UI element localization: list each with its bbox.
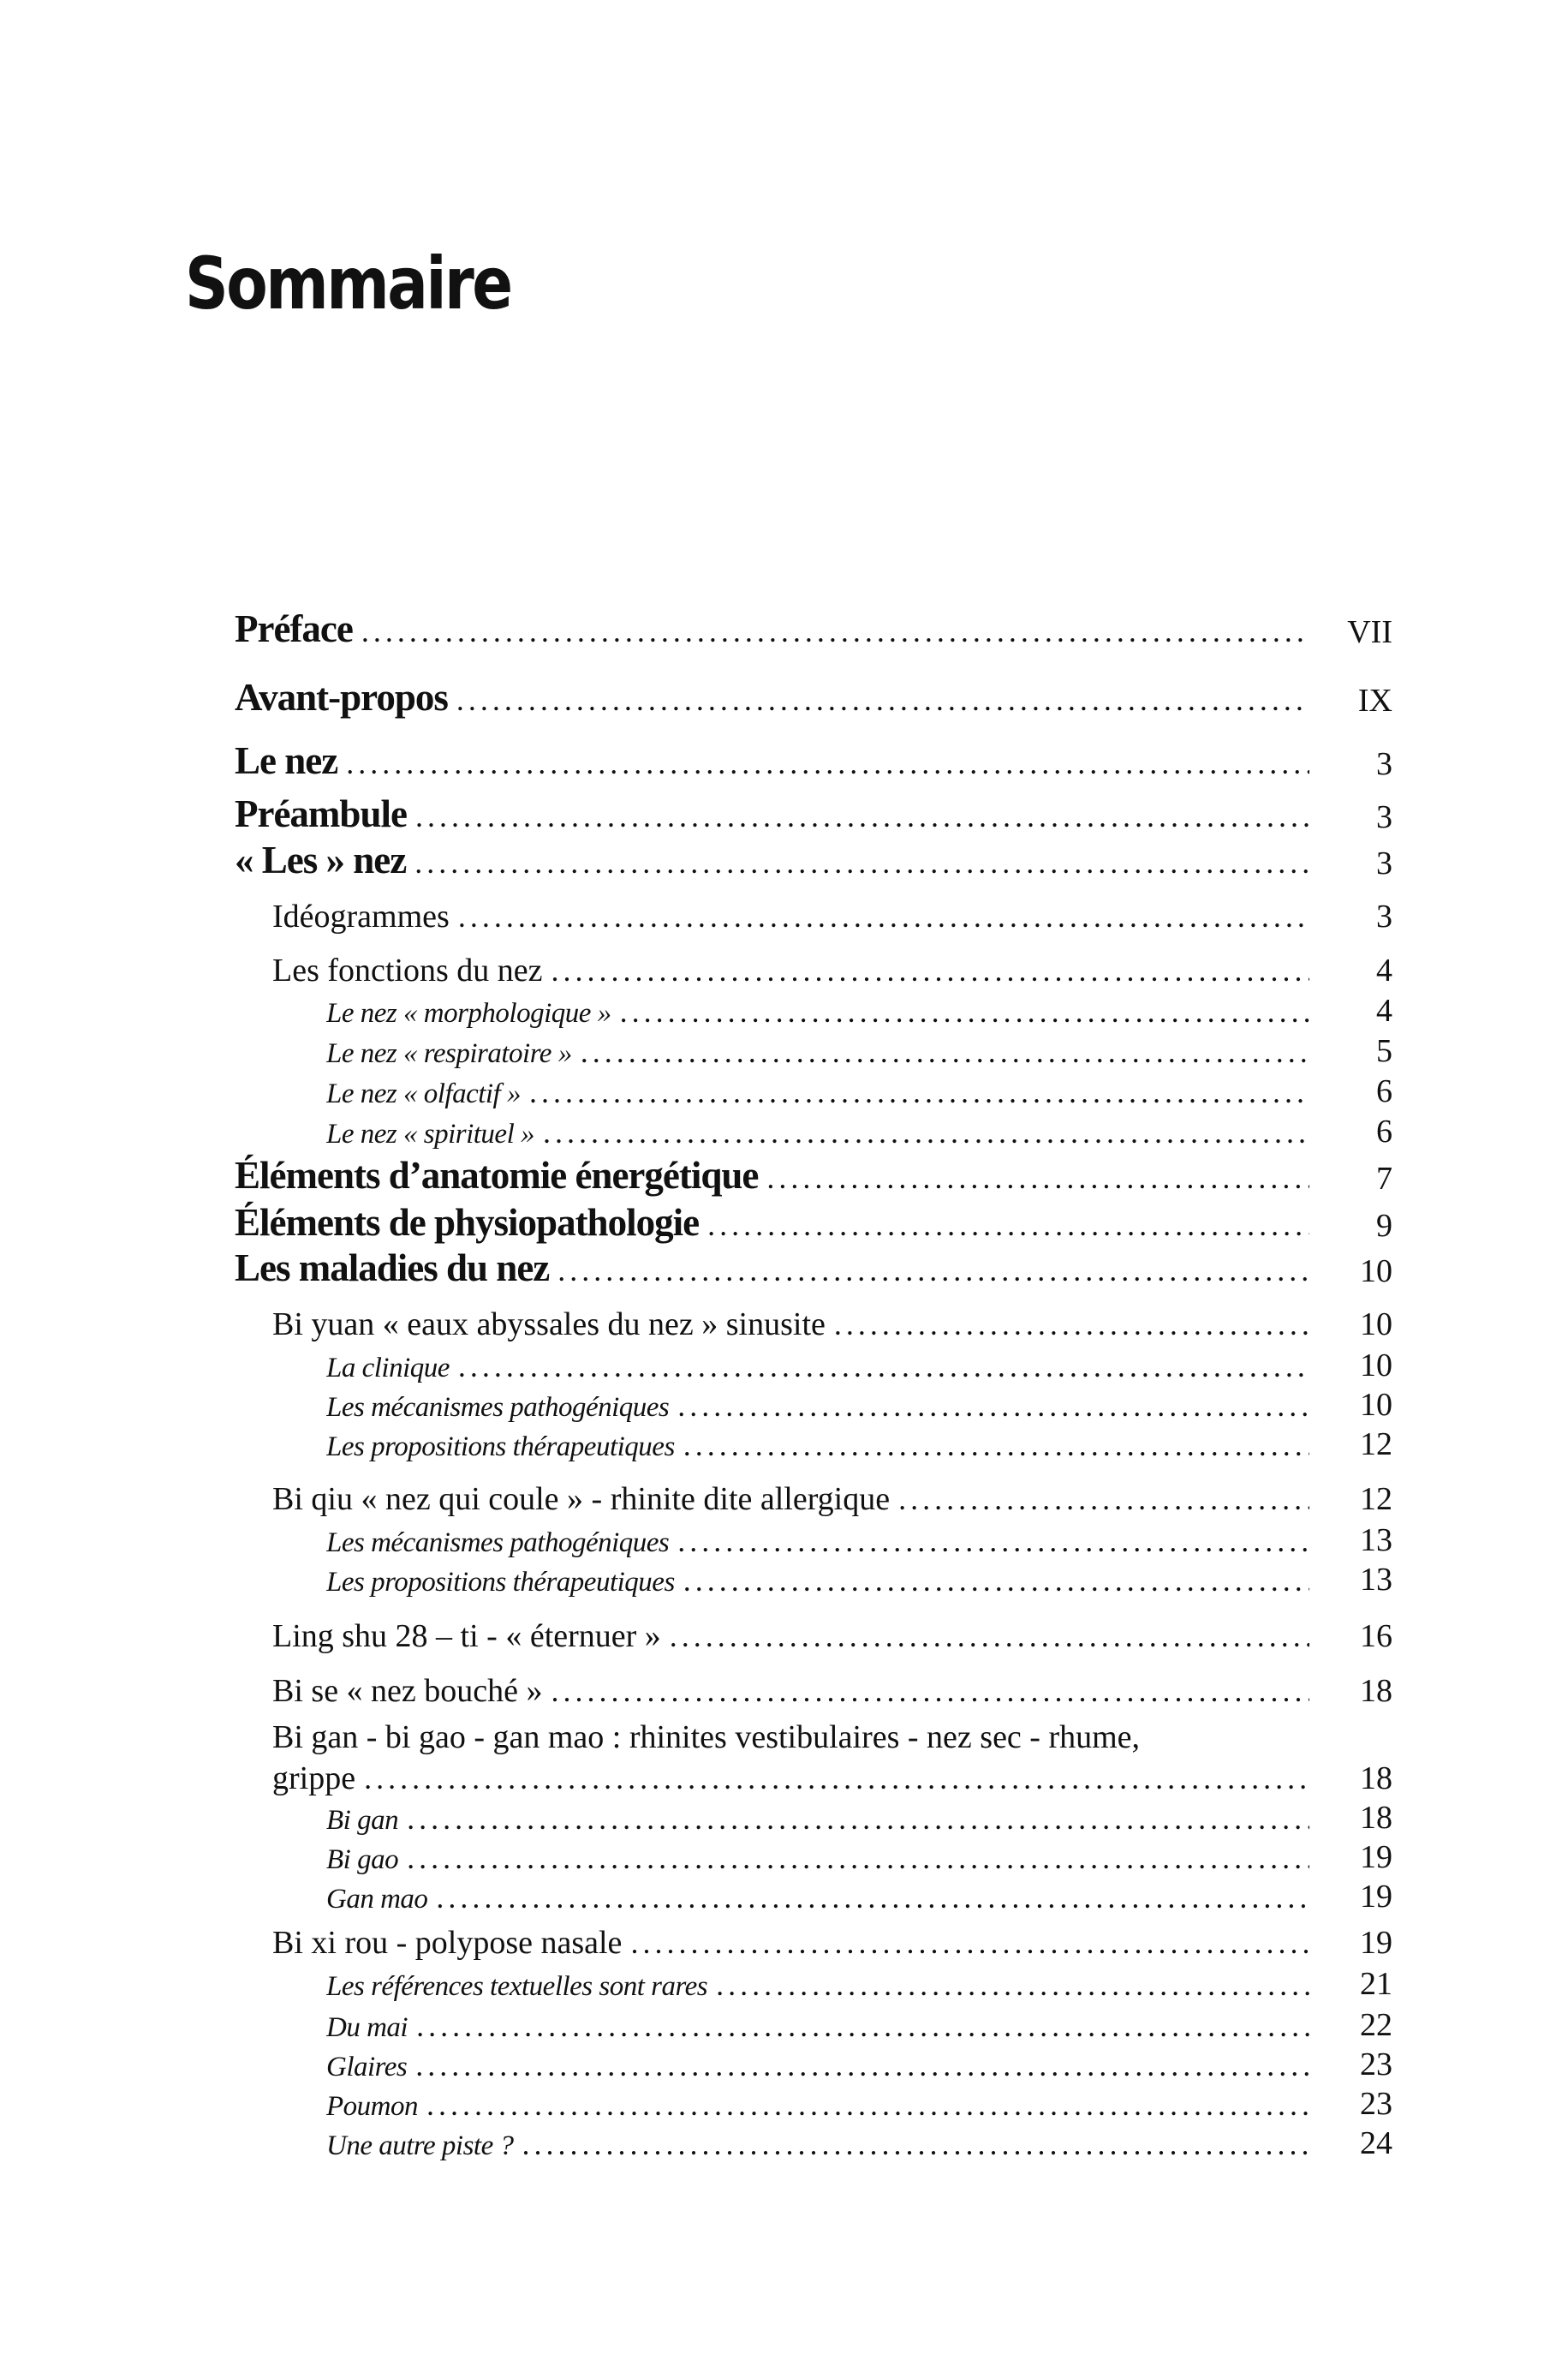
dot-leader bbox=[670, 1621, 1309, 1652]
dot-leader bbox=[426, 2089, 1309, 2120]
toc-entry-page: 3 bbox=[1376, 899, 1392, 935]
toc-entry-label: Avant-propos bbox=[235, 676, 448, 719]
toc-entry-label: Les mécanismes pathogéniques bbox=[326, 1527, 670, 1558]
dot-leader bbox=[557, 1255, 1309, 1286]
toc-entry-page: 16 bbox=[1360, 1618, 1392, 1654]
toc-entry-page: 21 bbox=[1360, 1966, 1392, 2002]
toc-entry-page: 3 bbox=[1376, 799, 1392, 835]
dot-leader bbox=[898, 1484, 1309, 1515]
dot-leader bbox=[683, 1430, 1309, 1461]
toc-entry-label: Le nez bbox=[235, 739, 338, 782]
toc-entry-page: 19 bbox=[1360, 1925, 1392, 1961]
dot-leader bbox=[543, 1117, 1309, 1148]
dot-leader bbox=[677, 1526, 1309, 1556]
toc-entry-page: 10 bbox=[1360, 1253, 1392, 1289]
toc-entry-page: 12 bbox=[1360, 1426, 1392, 1462]
toc-entry-page: IX bbox=[1357, 683, 1392, 719]
dot-leader bbox=[346, 748, 1309, 779]
dot-leader bbox=[414, 847, 1309, 878]
toc-entry-page: 18 bbox=[1360, 1760, 1392, 1796]
dot-leader bbox=[415, 2050, 1309, 2081]
dot-leader bbox=[707, 1210, 1309, 1240]
dot-leader bbox=[436, 1882, 1309, 1913]
dot-leader bbox=[415, 801, 1309, 832]
toc-entry-page: 10 bbox=[1360, 1387, 1392, 1423]
toc-entry-page: 7 bbox=[1376, 1161, 1392, 1197]
toc-entry-page: 6 bbox=[1376, 1114, 1392, 1150]
dot-leader bbox=[364, 1763, 1309, 1794]
toc-entry-label: Bi qiu « nez qui coule » - rhinite dite allergique bbox=[272, 1481, 891, 1517]
toc-entry-label: Éléments d’anatomie énergétique bbox=[235, 1154, 759, 1197]
toc-entry-label: Gan mao bbox=[326, 1884, 428, 1915]
toc-entry-label: Le nez « olfactif » bbox=[326, 1078, 521, 1109]
dot-leader bbox=[620, 996, 1309, 1027]
toc-entry-page: 13 bbox=[1360, 1522, 1392, 1558]
toc-entry-page: 6 bbox=[1376, 1073, 1392, 1109]
toc-entry-label: Préface bbox=[235, 607, 353, 650]
toc-entry-label: Le nez « morphologique » bbox=[326, 998, 611, 1029]
toc-entry-page: 24 bbox=[1360, 2125, 1392, 2161]
toc-entry-label: Les mécanismes pathogéniques bbox=[326, 1392, 670, 1423]
dot-leader bbox=[551, 955, 1309, 986]
toc-entry-label: grippe bbox=[272, 1760, 356, 1796]
dot-leader bbox=[522, 2129, 1310, 2160]
toc-entry-page: 13 bbox=[1360, 1562, 1392, 1598]
dot-leader bbox=[581, 1037, 1309, 1067]
toc-entry-label: Les fonctions du nez bbox=[272, 953, 543, 989]
toc-entry-label: Les références textuelles sont rares bbox=[326, 1971, 708, 2002]
toc-entry-label: Bi gao bbox=[326, 1844, 399, 1875]
toc-entry-label: Les maladies du nez bbox=[235, 1246, 550, 1289]
page-title: Sommaire bbox=[185, 242, 511, 326]
toc-entry-label: Une autre piste ? bbox=[326, 2130, 514, 2161]
dot-leader bbox=[834, 1309, 1309, 1340]
toc-entry-label: Les propositions thérapeutiques bbox=[326, 1567, 675, 1598]
toc-entry-label: Du mai bbox=[326, 2012, 408, 2043]
toc-entry-page: 19 bbox=[1360, 1839, 1392, 1875]
toc-entry-label: La clinique bbox=[326, 1353, 450, 1383]
dot-leader bbox=[529, 1077, 1309, 1108]
toc-entry-label: Les propositions thérapeutiques bbox=[326, 1431, 675, 1462]
dot-leader bbox=[458, 901, 1309, 932]
dot-leader bbox=[551, 1676, 1309, 1706]
dot-leader bbox=[677, 1390, 1309, 1421]
toc-entry-page: 22 bbox=[1360, 2007, 1392, 2043]
toc-entry-page: 23 bbox=[1360, 2086, 1392, 2122]
toc-entry-page: 18 bbox=[1360, 1800, 1392, 1836]
toc-entry-page: 3 bbox=[1376, 746, 1392, 782]
toc-entry-label: « Les » nez bbox=[235, 839, 407, 881]
toc-entry-page: 4 bbox=[1376, 953, 1392, 989]
dot-leader bbox=[456, 684, 1309, 715]
toc-entry-page: VII bbox=[1347, 614, 1392, 650]
toc-entry-label-line1: Bi gan - bi gao - gan mao : rhinites vestibulaires - nez sec - rhume, bbox=[272, 1719, 1141, 1755]
toc-entry-label: Bi se « nez bouché » bbox=[272, 1673, 543, 1709]
dot-leader bbox=[630, 1927, 1309, 1958]
toc-entry-page: 18 bbox=[1360, 1673, 1392, 1709]
dot-leader bbox=[361, 616, 1309, 647]
toc-entry-label: Poumon bbox=[326, 2091, 418, 2122]
toc-entry-page: 3 bbox=[1376, 845, 1392, 881]
toc-entry-label: Éléments de physiopathologie bbox=[235, 1201, 700, 1244]
toc-entry-page: 4 bbox=[1376, 993, 1392, 1029]
dot-leader bbox=[766, 1162, 1309, 1193]
toc-entry-label: Ling shu 28 – ti - « éternuer » bbox=[272, 1618, 661, 1654]
toc-entry-page: 12 bbox=[1360, 1481, 1392, 1517]
toc-entry-page: 5 bbox=[1376, 1033, 1392, 1069]
toc-entry-page: 10 bbox=[1360, 1347, 1392, 1383]
toc-entry-label: Idéogrammes bbox=[272, 899, 450, 935]
dot-leader bbox=[716, 1969, 1309, 2000]
dot-leader bbox=[407, 1843, 1309, 1873]
dot-leader bbox=[407, 1803, 1309, 1834]
toc-entry-label: Glaires bbox=[326, 2052, 408, 2082]
toc-entry-label: Bi yuan « eaux abyssales du nez » sinusite bbox=[272, 1306, 826, 1342]
toc-entry-label: Préambule bbox=[235, 792, 407, 835]
dot-leader bbox=[458, 1351, 1309, 1382]
dot-leader bbox=[683, 1565, 1309, 1596]
toc-entry-page: 10 bbox=[1360, 1306, 1392, 1342]
toc-entry-label: Bi gan bbox=[326, 1805, 399, 1836]
toc-entry-label: Le nez « spirituel » bbox=[326, 1119, 534, 1150]
toc-entry-page: 23 bbox=[1360, 2046, 1392, 2082]
toc-entry-label: Le nez « respiratoire » bbox=[326, 1038, 572, 1069]
toc-entry-label: Bi xi rou - polypose nasale bbox=[272, 1925, 623, 1961]
toc-entry-page: 9 bbox=[1376, 1208, 1392, 1244]
dot-leader bbox=[416, 2011, 1309, 2041]
toc-entry-page: 19 bbox=[1360, 1879, 1392, 1915]
